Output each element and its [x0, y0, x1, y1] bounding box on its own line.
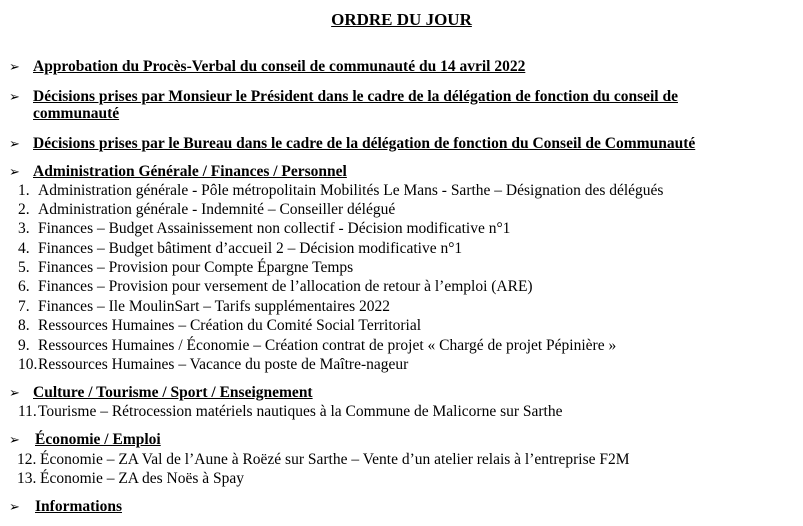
list-item-number: 7. [18, 298, 30, 315]
list-item-number: 8. [18, 317, 30, 334]
section-heading: Culture / Tourisme / Sport / Enseignement [33, 384, 313, 401]
section-heading: Décisions prises par Monsieur le Président dans le cadre de la délégation de fonction du conseil de [33, 88, 678, 105]
list-item-number: 4. [18, 240, 30, 257]
section-heading-continuation: communauté [33, 105, 120, 122]
section-heading: Économie / Emploi [35, 431, 161, 448]
list-item-number: 13. [17, 470, 37, 487]
list-item-number: 3. [18, 220, 30, 237]
bullet-arrow-icon: ➢ [9, 165, 20, 180]
section-heading: Administration Générale / Finances / Personnel [33, 163, 347, 180]
page-title: ORDRE DU JOUR [331, 10, 472, 29]
list-item-number: 2. [18, 201, 30, 218]
list-item-number: 6. [18, 278, 30, 295]
list-item: Économie – ZA Val de l’Aune à Roëzé sur Sarthe – Vente d’un atelier relais à l’entreprise F2M [40, 451, 630, 468]
list-item: Tourisme – Rétrocession matériels nautiques à la Commune de Malicorne sur Sarthe [38, 403, 563, 420]
bullet-arrow-icon: ➢ [9, 90, 20, 105]
list-item: Administration générale - Indemnité – Conseiller délégué [38, 201, 396, 218]
list-item-number: 12. [17, 451, 37, 468]
list-item-number: 1. [18, 182, 30, 199]
list-item: Finances – Ile MoulinSart – Tarifs supplémentaires 2022 [38, 298, 391, 315]
list-item: Finances – Provision pour versement de l’allocation de retour à l’emploi (ARE) [38, 278, 533, 295]
bullet-arrow-icon: ➢ [9, 60, 20, 75]
list-item: Économie – ZA des Noës à Spay [40, 470, 245, 487]
list-item-number: 11. [18, 403, 37, 420]
bullet-arrow-icon: ➢ [9, 386, 20, 401]
section-heading: Approbation du Procès-Verbal du conseil de communauté du 14 avril 2022 [33, 58, 526, 75]
bullet-arrow-icon: ➢ [9, 500, 20, 515]
section-heading: Informations [35, 498, 122, 515]
list-item: Ressources Humaines – Vacance du poste de Maître-nageur [38, 356, 409, 373]
list-item-number: 10. [18, 356, 38, 373]
list-item: Finances – Budget bâtiment d’accueil 2 – Décision modificative n°1 [38, 240, 463, 257]
list-item: Ressources Humaines / Économie – Création contrat de projet « Chargé de projet Pépinière » [38, 337, 617, 354]
bullet-arrow-icon: ➢ [9, 433, 20, 448]
list-item: Finances – Budget Assainissement non collectif - Décision modificative n°1 [38, 220, 511, 237]
bullet-arrow-icon: ➢ [9, 137, 20, 152]
list-item: Ressources Humaines – Création du Comité Social Territorial [38, 317, 422, 334]
list-item-number: 5. [18, 259, 30, 276]
list-item-number: 9. [18, 337, 30, 354]
section-heading: Décisions prises par le Bureau dans le cadre de la délégation de fonction du Conseil de Communauté [33, 135, 696, 152]
list-item: Finances – Provision pour Compte Épargne Temps [38, 259, 354, 276]
list-item: Administration générale - Pôle métropolitain Mobilités Le Mans - Sarthe – Désignation des délégués [38, 182, 664, 199]
